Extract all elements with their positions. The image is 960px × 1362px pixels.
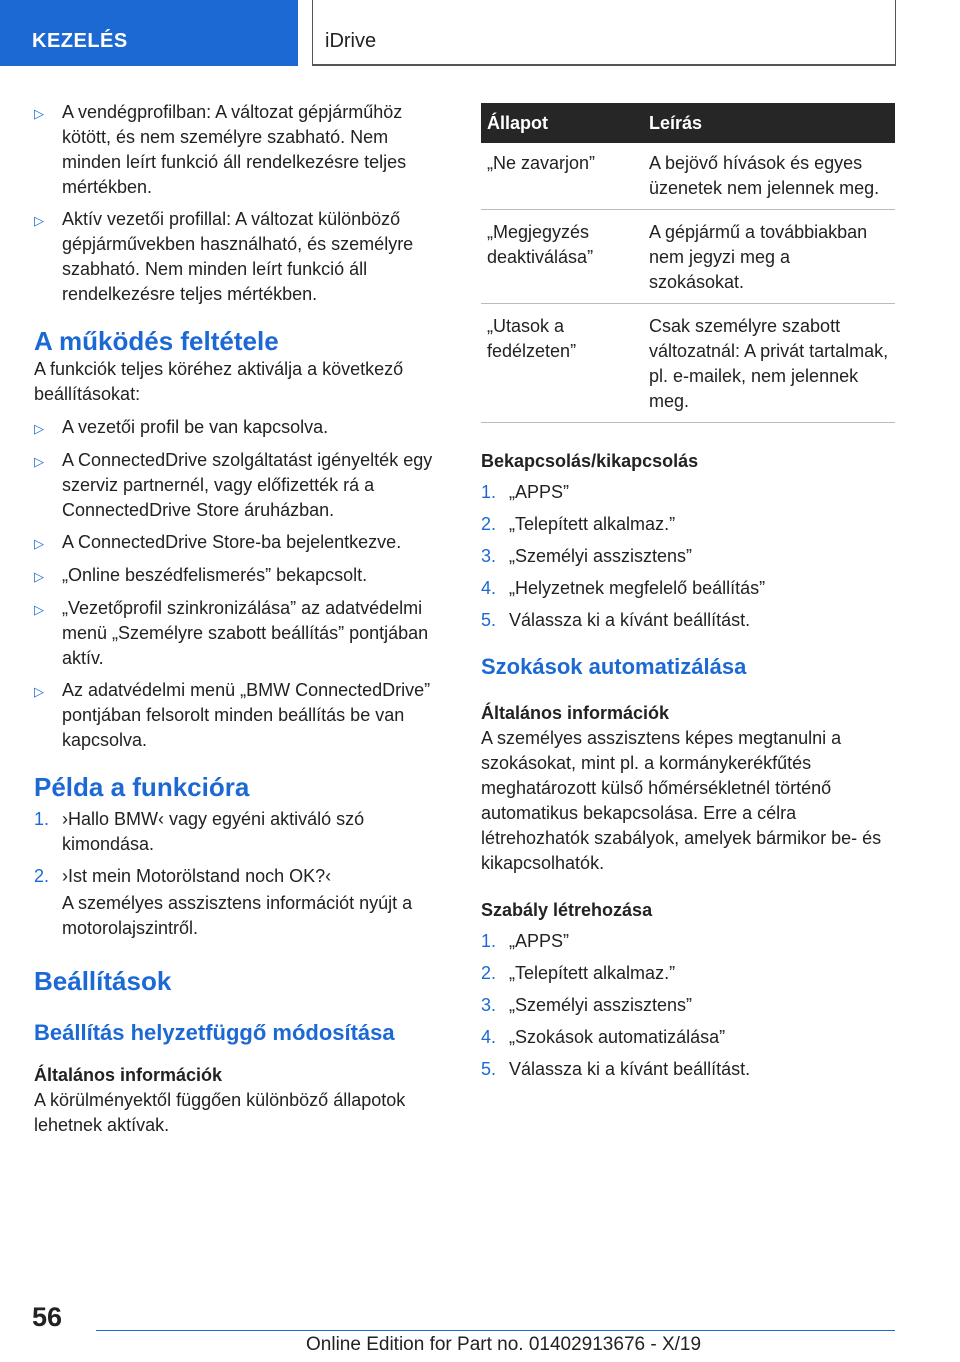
triangle-bullet-icon: ▷: [34, 454, 44, 469]
triangle-bullet-icon: ▷: [34, 569, 44, 584]
list-item: ▷ A vendégprofilban: A változat gépjárműhöz kötött, és nem személyre szabható. Nem minden leírt funkció áll rendelkezésre teljes mértékben.: [34, 100, 448, 200]
habits-text: A személyes asszisztens képes megtanulni a szokásokat, mint pl. a kormánykerékfűtés meghatározott külső hőmérsékletnél történő automatikus bekapcsolása. Erre a célra létrehozhatók szabályok, amelyek bármikor be- és kikapcsolhatók.: [481, 728, 882, 873]
table-cell: A gépjármű a továbbiakban nem jegyzi meg a szokásokat.: [643, 210, 895, 304]
list-item: 4. „Helyzetnek megfelelő beállítás”: [481, 578, 766, 598]
list-item: 5. Válassza ki a kívánt beállítást.: [481, 610, 751, 630]
triangle-bullet-icon: ▷: [34, 536, 44, 551]
table-cell: „Utasok a fedélzeten”: [481, 304, 643, 423]
habits-heading: Szokások automatizálása: [481, 654, 747, 679]
settings-subheading: Beállítás helyzetfüggő módosítása: [34, 1020, 395, 1045]
list-item: ▷ „Online beszédfelismerés” bekapcsolt.: [34, 563, 448, 589]
chapter-title: iDrive: [325, 30, 377, 52]
settings-heading: Beállítások: [34, 966, 172, 996]
list-item: 2. ›Ist mein Motorölstand noch OK?‹: [34, 866, 332, 886]
list-item: 3. „Személyi asszisztens”: [481, 546, 693, 566]
table-row: [481, 304, 895, 423]
section-title: KEZELÉS: [32, 30, 128, 52]
general-info-heading: Általános információk: [34, 1065, 223, 1085]
rule-heading: Szabály létrehozása: [481, 900, 653, 920]
triangle-bullet-icon: ▷: [34, 602, 44, 617]
triangle-bullet-icon: ▷: [34, 106, 44, 121]
chapter-box: [312, 0, 896, 66]
list-item: ▷ Aktív vezetői profillal: A változat különböző gépjárművekben használható, és személyre szabható. Nem minden leírt funkció áll rendelkezésre teljes mértékben.: [34, 207, 448, 307]
list-item: ▷ „Vezetőprofil szinkronizálása” az adatvédelmi menü „Személyre szabott beállítás” pontjában aktív.: [34, 596, 448, 671]
triangle-bullet-icon: ▷: [34, 421, 44, 436]
intro-bullet-list: [34, 100, 448, 307]
list-item: 1. „APPS”: [481, 931, 570, 951]
table-row: [481, 143, 895, 210]
list-item: 3. „Személyi asszisztens”: [481, 995, 693, 1015]
table-cell: „Megjegyzés deaktiválása”: [481, 210, 643, 304]
list-item: 1. „APPS”: [481, 482, 570, 502]
status-table: [481, 103, 895, 423]
onoff-steps-list: [481, 480, 895, 633]
list-item: 1. ›Hallo BMW‹ vagy egyéni aktiváló szó kimondása.: [34, 809, 365, 854]
list-item: ▷ Az adatvédelmi menü „BMW ConnectedDrive” pontjában felsorolt minden beállítás be van kapcsolva.: [34, 678, 448, 753]
footer-divider: [96, 1330, 895, 1331]
example-result: A személyes asszisztens információt nyújt a motorolajszintről.: [62, 893, 413, 938]
list-item: 5. Válassza ki a kívánt beállítást.: [481, 1059, 751, 1079]
footer-edition: Online Edition for Part no. 01402913676 - X/19: [306, 1334, 702, 1355]
requirements-heading: A működés feltétele: [34, 326, 279, 356]
requirements-bullet-list: [34, 415, 448, 753]
right-column: [481, 103, 895, 1089]
list-item: 4. „Szokások automatizálása”: [481, 1027, 726, 1047]
requirements-text: A funkciók teljes köréhez aktiválja a következő beállításokat:: [34, 359, 404, 404]
habits-general-heading: Általános információk: [481, 703, 670, 723]
rule-steps-list: [481, 929, 895, 1082]
table-cell: A bejövő hívások és egyes üzenetek nem jelennek meg.: [643, 143, 895, 210]
section-tab: [0, 0, 298, 66]
list-item: ▷ A ConnectedDrive szolgáltatást igényelték egy szerviz partnernél, vagy előfizették rá a ConnectedDrive Store áruházban.: [34, 448, 448, 523]
table-header-cell: Leírás: [643, 103, 895, 143]
general-info-text: A körülményektől függően különböző állapotok lehetnek aktívak.: [34, 1090, 406, 1135]
example-steps-list: [34, 807, 448, 941]
list-item: 2. „Telepített alkalmaz.”: [481, 514, 676, 534]
onoff-heading: Bekapcsolás/kikapcsolás: [481, 451, 699, 471]
list-item: ▷ A ConnectedDrive Store-ba bejelentkezve.: [34, 530, 448, 556]
list-item: ▷ A vezetői profil be van kapcsolva.: [34, 415, 448, 441]
table-row: [481, 210, 895, 304]
list-item: 2. „Telepített alkalmaz.”: [481, 963, 676, 983]
table-header-row: [481, 103, 895, 143]
page-number: 56: [32, 1302, 63, 1332]
triangle-bullet-icon: ▷: [34, 684, 44, 699]
table-header-cell: Állapot: [481, 103, 643, 143]
table-cell: „Ne zavarjon”: [481, 143, 643, 210]
triangle-bullet-icon: ▷: [34, 213, 44, 228]
left-column: [34, 100, 448, 1138]
example-heading: Példa a funkcióra: [34, 772, 250, 802]
table-cell: Csak személyre szabott változatnál: A privát tartalmak, pl. e-mailek, nem jelennek meg.: [643, 304, 895, 423]
